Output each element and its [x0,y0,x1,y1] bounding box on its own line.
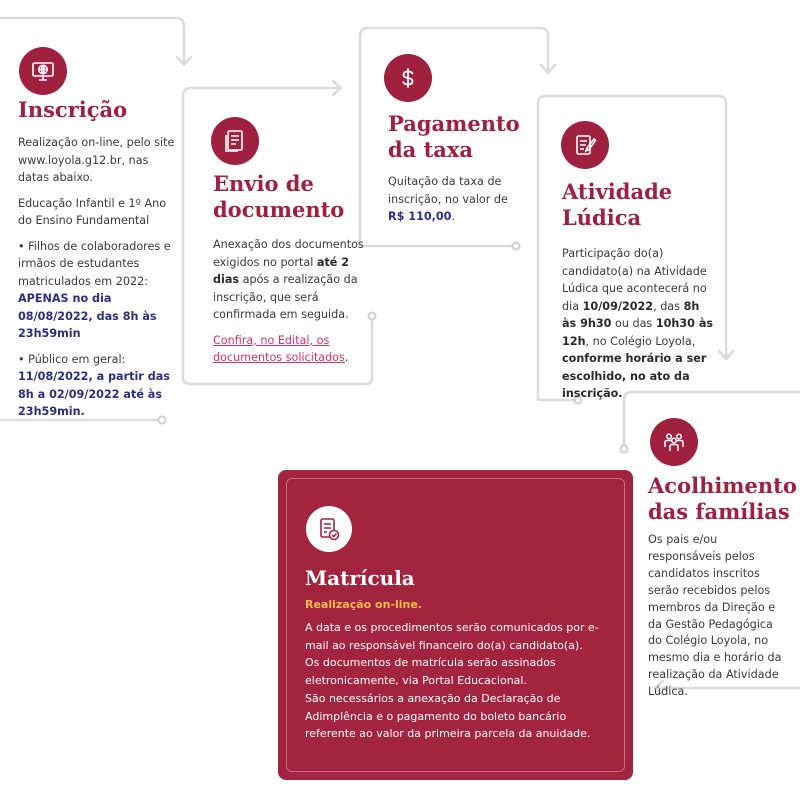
atividade-time-2: 10h30 às 12h [562,317,714,348]
inscricao-bullet-2-text: • Público em geral: [18,352,126,366]
matricula-card [278,470,633,780]
pagamento-title-line2: da taxa [388,137,474,162]
inscricao-p1: Realização on-line, pelo site www.loyola.g12.br, nas datas abaixo. [18,136,175,184]
atividade-text-part: , das [653,299,680,313]
inscricao-bullet-1-text: • Filhos de colaboradores e irmãos de estudantes matriculados em 2022: [18,239,171,288]
inscricao-bullet-1 [18,238,178,343]
acolhimento-title-line1: Acolhimento [648,473,797,498]
form-pen-icon [561,121,609,169]
atividade-title-line2: Lúdica [562,205,642,230]
pagamento-title-line1: Pagamento [388,111,520,136]
atividade-text-part: , no Colégio Loyola, [585,334,696,348]
connector-dot [513,243,520,250]
envio-title [213,171,344,223]
matricula-line-3: São necessários a anexação da Declaração de Adimplência e o pagamento do boleto bancário referente ao valor da primeira parcela da anuidade. [305,691,591,741]
atividade-title-line1: Atividade [562,179,673,204]
inscricao-bullet-1-date: APENAS no dia 08/08/2022, das 8h às 23h59min [18,292,157,340]
atividade-text-part: ou das [614,317,653,330]
atividade-note: conforme horário a ser escolhido, no ato da inscrição. [562,352,707,400]
pagamento-value: R$ 110,00 [388,210,452,223]
inscricao-bullet-2-date: 11/08/2022, a partir das 8h a 02/09/2022 até às 23h59min. [18,370,170,418]
acolhimento-title [648,473,797,525]
matricula-line-1: A data e os procedimentos serão comunicados por e-mail ao responsável financeiro do(a) candidato(a). [305,621,599,652]
people-group-icon [650,418,698,466]
document-check-icon [306,506,352,552]
document-icon [211,117,259,165]
pagamento-description [388,173,508,226]
envio-description [213,236,365,324]
inscricao-p2: Educação Infantil e 1º Ano do Ensino Fundamental [18,196,167,227]
envio-link-line [213,332,365,367]
inscricao-bullet-2 [18,351,178,421]
connector-dot [369,313,376,320]
envio-text-part: Anexação dos documentos exigidos no portal [213,238,364,269]
envio-deadline: até 2 dias [213,255,350,286]
atividade-description [562,245,714,403]
edital-link[interactable]: Confira, no Edital, os documentos solicitados [213,333,345,364]
envio-link-end: . [344,351,349,364]
envio-title-line2: documento [213,197,345,222]
acolhimento-text: Os pais e/ou responsáveis pelos candidatos inscritos serão recebidos pelos membros da Direção e da Gestão Pedagógica do Colégio Loyola, no mesmo dia e horário da realização da Atividade Lúdica. [648,533,782,699]
atividade-text [562,245,714,411]
atividade-date: 10/09/2022 [582,299,654,313]
dollar-icon [384,54,432,102]
envio-title-line1: Envio de [213,171,314,196]
atividade-text-part: Participação do(a) candidato(a) na Atividade Lúdica que acontecerá no dia [562,247,707,313]
matricula-line-2: Os documentos de matrícula serão assinados eletronicamente, via Portal Educacional. [305,656,556,688]
atividade-title [562,179,672,231]
matricula-text [305,619,605,743]
computer-globe-icon [19,47,67,95]
pagamento-text-end: . [451,210,456,223]
envio-text-part: após a realização da inscrição, que será confirmada em seguida. [213,273,358,321]
connector-dot [621,446,628,453]
pagamento-text [388,173,508,234]
pagamento-text-part: Quitação da taxa de inscrição, no valor de [388,175,508,206]
inscricao-title: Inscrição [18,97,128,122]
acolhimento-title-line2: das famílias [648,499,790,524]
matricula-title: Matrícula [305,566,415,590]
matricula-subtitle: Realização on-line. [305,598,423,611]
envio-text [213,236,365,375]
pagamento-title [388,111,520,163]
atividade-time-1: 8h às 9h30 [562,299,700,330]
inscricao-text [18,134,178,429]
